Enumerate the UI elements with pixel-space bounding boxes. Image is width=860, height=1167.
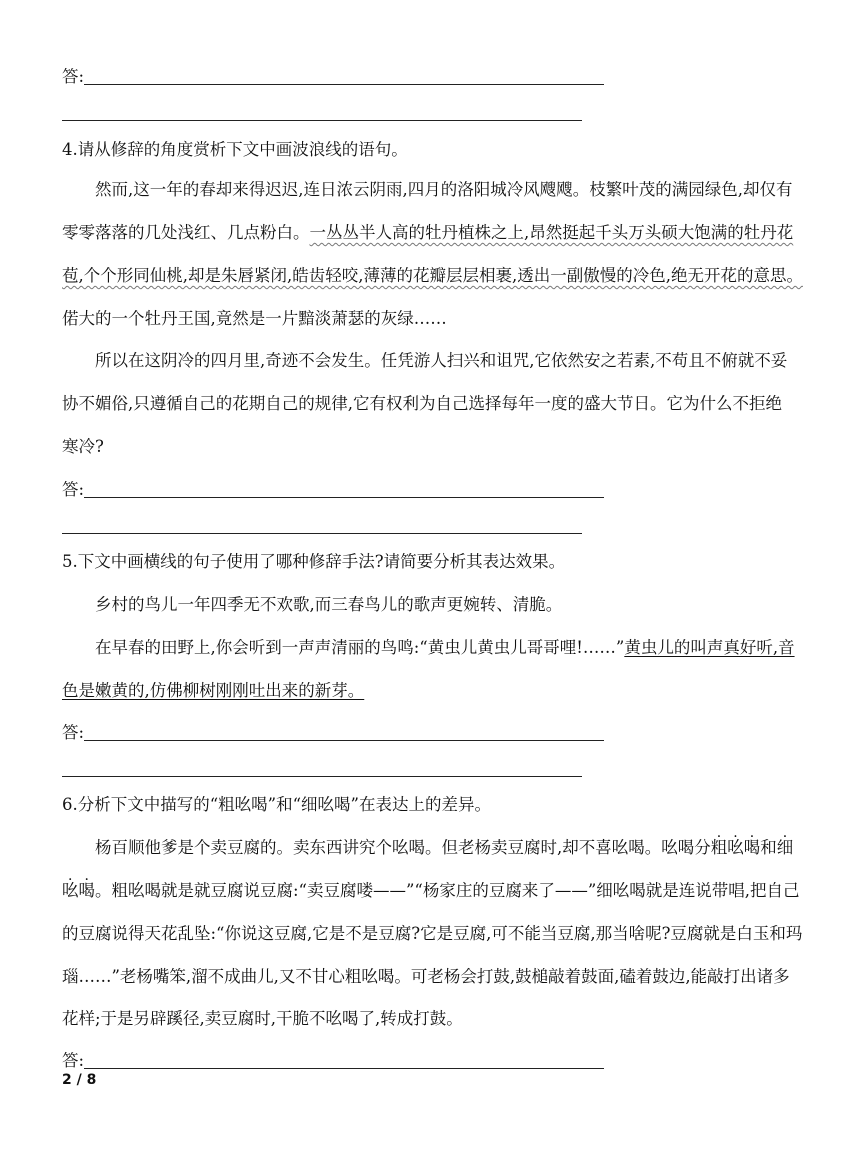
- answer-label: 答:: [62, 67, 85, 86]
- q4-question: 4.请从修辞的角度赏析下文中画波浪线的语句。: [62, 140, 408, 159]
- answer-label: 答:: [62, 723, 85, 742]
- q4-p2-line1: 所以在这阴冷的四月里,奇迹不会发生。任凭游人扫兴和诅咒,它依然安之若素,不苟且不俯就不妥: [95, 351, 788, 370]
- answer-rule: [84, 1068, 604, 1069]
- dotted-char: 细: [776, 838, 794, 857]
- q4-p1-line4: 偌大的一个牡丹王国,竟然是一片黯淡萧瑟的灰绿……: [62, 309, 447, 328]
- answer-rule: [84, 497, 604, 498]
- answer-line: [62, 66, 84, 88]
- q6-line2-text: 。粗吆喝就是就豆腐说豆腐:“卖豆腐喽——”“杨家庄的豆腐来了——”细吆喝就是连说带唱,把自己: [95, 881, 800, 900]
- q5-p1: 乡村的鸟儿一年四季无不欢歌,而三春鸟儿的歌声更婉转、清脆。: [95, 595, 563, 614]
- answer-rule-2: [62, 120, 582, 121]
- dotted-char: 吆: [62, 881, 79, 900]
- q6-question: 6.分析下文中描写的“粗吆喝”和“细吆喝”在表达上的差异。: [62, 795, 491, 814]
- q5-question: 5.下文中画横线的句子使用了哪种修辞手法?请简要分析其表达效果。: [62, 552, 566, 571]
- answer-label: 答:: [62, 1051, 85, 1070]
- q6-line2: [62, 880, 800, 902]
- answer-line: [62, 1050, 84, 1072]
- dotted-char: 吆: [727, 838, 744, 857]
- answer-rule-2: [62, 533, 582, 534]
- dotted-char: 粗: [710, 838, 728, 857]
- q4-p1-line2-plain: 零零落落的几处浅红、几点粉白。: [62, 223, 310, 242]
- q5-p2-line2: [62, 680, 364, 702]
- q6-line5: 花样;于是另辟蹊径,卖豆腐时,干脆不吆喝了,转成打鼓。: [62, 1009, 463, 1028]
- answer-rule: [84, 84, 604, 85]
- q6-line3: 的豆腐说得天花乱坠:“你说这豆腐,它是不是豆腐?它是豆腐,可不能当豆腐,那当啥呢?豆腐就是白玉和玛: [62, 924, 803, 943]
- q6-line1: [95, 837, 793, 859]
- q4-wavy-text-2: 苞,个个形同仙桃,却是朱唇紧闭,皓齿轻咬,薄薄的花瓣层层相裹,透出一副傲慢的冷色,绝无开花的意思。: [62, 266, 803, 285]
- q4-p1-line2: [62, 222, 793, 244]
- q5-p2-line1: [95, 637, 795, 659]
- dotted-char: 喝: [743, 838, 761, 857]
- q4-p2-line2: 协不媚俗,只遵循自己的花期自己的规律,它有权利为自己选择每年一度的盛大节日。它为什么不拒绝: [62, 394, 782, 413]
- answer-line: [62, 722, 84, 744]
- q6-line4: 瑙……”老杨嘴笨,溜不成曲儿,又不甘心粗吆喝。可老杨会打鼓,鼓槌敲着鼓面,磕着鼓边,能敲打出诸多: [62, 967, 790, 986]
- q5-p2-plain: 在早春的田野上,你会听到一声声清丽的鸟鸣:“黄虫儿黄虫儿哥哥哩!……”: [95, 638, 625, 657]
- page-number: 2 / 8: [62, 1072, 97, 1088]
- q4-p1-line3: [62, 265, 803, 287]
- dotted-char: 喝: [78, 881, 95, 900]
- q5-underlined-text-2: 色是嫩黄的,仿佛柳树刚刚吐出来的新芽。: [62, 681, 365, 700]
- q4-p2-line3: 寒冷?: [62, 437, 104, 456]
- answer-rule-2: [62, 776, 582, 777]
- answer-rule: [84, 740, 604, 741]
- q5-underlined-text: 黄虫儿的叫声真好听,音: [624, 638, 795, 657]
- q6-line1-text: 杨百顺他爹是个卖豆腐的。卖东西讲究个吆喝。但老杨卖豆腐时,却不喜吆喝。吆喝分: [95, 838, 711, 857]
- q4-p1-line1: 然而,这一年的春却来得迟迟,连日浓云阴雨,四月的洛阳城冷风飕飕。枝繁叶茂的满园绿色,却仅有: [95, 180, 793, 199]
- answer-label: 答:: [62, 480, 85, 499]
- q6-line1-text-b: 和: [760, 838, 777, 857]
- q4-wavy-text: 一丛丛半人高的牡丹植株之上,昂然挺起千头万头硕大饱满的牡丹花: [309, 223, 794, 242]
- answer-line: [62, 479, 84, 501]
